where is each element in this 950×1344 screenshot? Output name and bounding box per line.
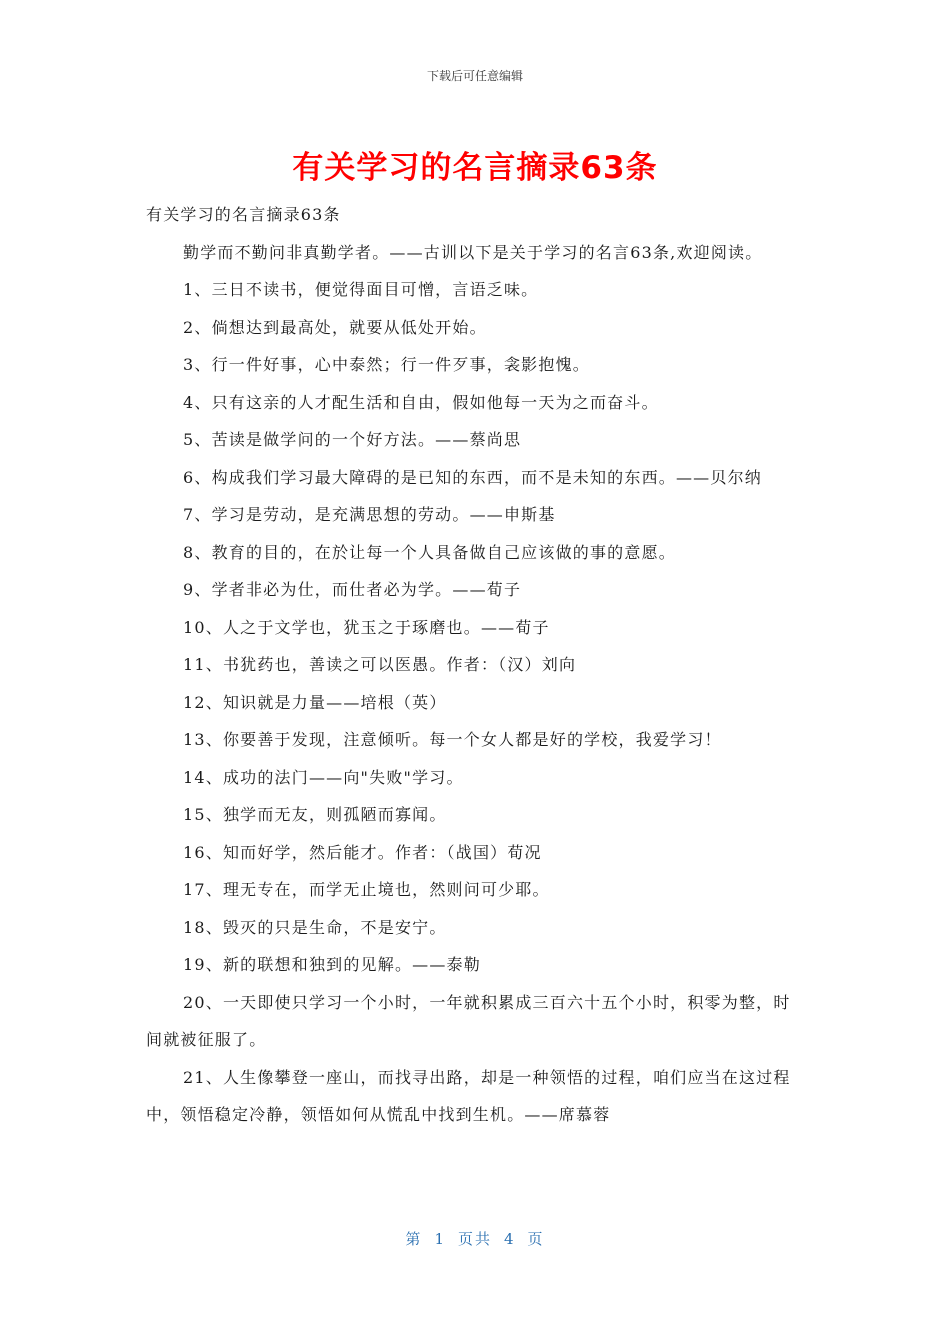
page-header: 下载后可任意编辑 [426,69,523,83]
document-body [146,196,806,1134]
quote-item: 5、苦读是做学问的一个好方法。——蔡尚思 [183,430,522,449]
quote-item: 3、行一件好事，心中泰然；行一件歹事，衾影抱愧。 [183,355,590,374]
quote-item: 20、一天即使只学习一个小时，一年就积累成三百六十五个小时，积零为整，时间就被征服了。 [146,992,791,1049]
quote-item: 13、你要善于发现，注意倾听。每一个女人都是好的学校，我爱学习！ [183,730,722,749]
quote-item: 16、知而好学，然后能才。作者：（战国）荀况 [183,842,542,862]
quote-item: 14、成功的法门——向"失败"学习。 [183,767,464,787]
quote-item: 9、学者非必为仕，而仕者必为学。——荀子 [183,580,522,599]
total-pages: 4 [504,1230,516,1248]
intro-paragraph: 勤学而不勤问非真勤学者。——古训以下是关于学习的名言63条,欢迎阅读。 [183,242,763,262]
quote-item: 8、教育的目的，在於让每一个人具备做自己应该做的事的意愿。 [183,542,676,562]
quote-item: 18、毁灭的只是生命，不是安宁。 [183,917,447,937]
quote-item: 12、知识就是力量——培根（英） [183,692,447,712]
quote-list [146,271,806,1134]
quote-item: 10、人之于文学也，犹玉之于琢磨也。——荀子 [183,617,550,637]
quote-item: 11、书犹药也，善读之可以医愚。作者：（汉）刘向 [183,655,577,674]
quote-item: 2、倘想达到最高处，就要从低处开始。 [183,317,487,337]
quote-item: 15、独学而无友，则孤陋而寡闻。 [183,805,447,824]
quote-item: 7、学习是劳动，是充满思想的劳动。——申斯基 [183,505,556,524]
page-number: 1 [434,1230,446,1248]
subtitle: 有关学习的名言摘录63条 [146,205,341,224]
quote-item: 21、人生像攀登一座山，而找寻出路，却是一种领悟的过程，咱们应当在这过程中，领悟稳定冷静，领悟如何从慌乱中找到生机。——席慕蓉 [146,1067,791,1124]
page-footer [0,1228,950,1249]
quote-item: 1、三日不读书，便觉得面目可憎，言语乏味。 [183,280,539,299]
quote-item: 19、新的联想和独到的见解。——泰勒 [183,955,481,974]
page-label: 第 [405,1230,423,1248]
quote-item: 4、只有这亲的人才配生活和自由，假如他每一天为之而奋斗。 [183,392,659,412]
page-suffix: 页 [527,1230,545,1248]
quote-item: 6、构成我们学习最大障碍的是已知的东西，而不是未知的东西。——贝尔纳 [183,467,762,487]
document-title: 有关学习的名言摘录63条 [292,150,658,186]
total-label: 页共 [457,1230,492,1248]
quote-item: 17、理无专在，而学无止境也，然则问可少耶。 [183,880,550,899]
